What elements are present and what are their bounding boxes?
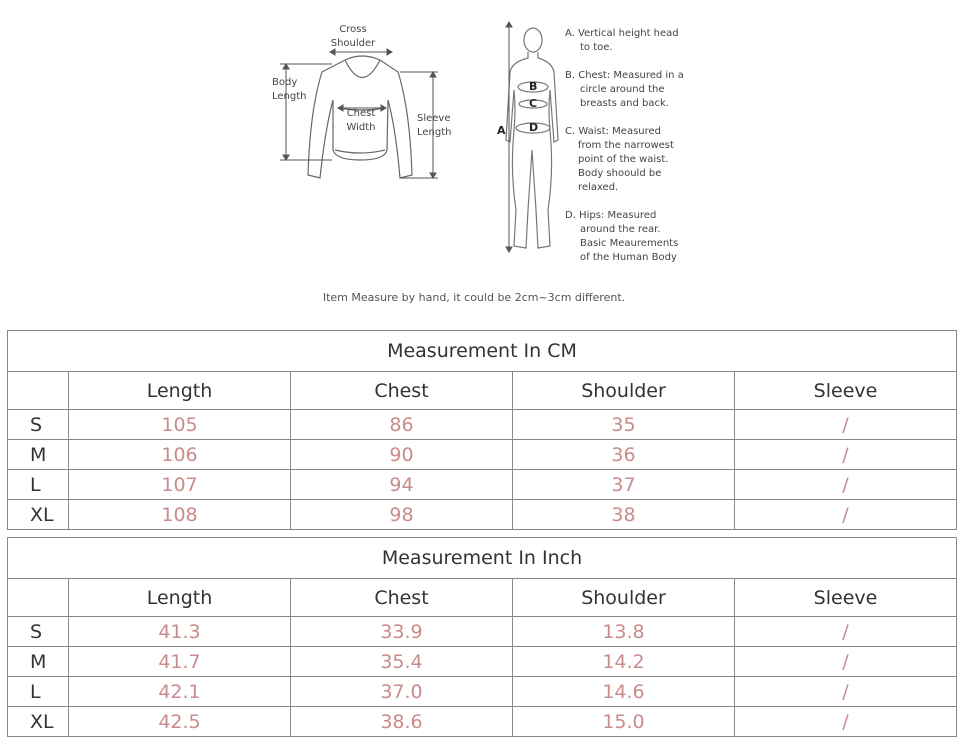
length-cell: 108 — [69, 500, 291, 530]
column-header-length: Length — [69, 579, 291, 617]
chest-cell: 35.4 — [291, 647, 513, 677]
size-cell: M — [8, 647, 69, 677]
body-length-label: Body Length — [272, 77, 307, 102]
sleeve-cell: / — [735, 410, 957, 440]
column-header-chest: Chest — [291, 579, 513, 617]
chest-cell: 98 — [291, 500, 513, 530]
cross-shoulder-label: Cross Shoulder — [330, 24, 376, 49]
column-header-chest: Chest — [291, 372, 513, 410]
sleeve-cell: / — [735, 647, 957, 677]
size-cell: XL — [8, 500, 69, 530]
sweater-illustration — [0, 0, 962, 320]
note-hips: D. Hips: Measured around the rear. Basic Meaurements of the Human Body — [565, 210, 679, 263]
body-letter-a: A — [497, 124, 506, 137]
shoulder-cell: 14.2 — [513, 647, 735, 677]
length-cell: 107 — [69, 470, 291, 500]
column-header-size — [8, 372, 69, 410]
length-cell: 105 — [69, 410, 291, 440]
chest-cell: 33.9 — [291, 617, 513, 647]
measure-disclaimer: Item Measure by hand, it could be 2cm~3cm different. — [322, 291, 626, 304]
shoulder-cell: 37 — [513, 470, 735, 500]
length-cell: 42.5 — [69, 707, 291, 737]
shoulder-cell: 38 — [513, 500, 735, 530]
note-height: A. Vertical height head to toe. — [565, 28, 679, 53]
table-row — [8, 470, 957, 500]
table-title: Measurement In Inch — [8, 538, 957, 579]
sleeve-cell: / — [735, 617, 957, 647]
length-cell: 41.7 — [69, 647, 291, 677]
length-cell: 42.1 — [69, 677, 291, 707]
chest-cell: 86 — [291, 410, 513, 440]
length-cell: 41.3 — [69, 617, 291, 647]
sleeve-cell: / — [735, 440, 957, 470]
column-header-sleeve: Sleeve — [735, 579, 957, 617]
table-header-row — [8, 372, 957, 410]
table-title: Measurement In CM — [8, 331, 957, 372]
size-cell: S — [8, 410, 69, 440]
shoulder-cell: 15.0 — [513, 707, 735, 737]
size-cell: M — [8, 440, 69, 470]
column-header-shoulder: Shoulder — [513, 579, 735, 617]
chest-cell: 90 — [291, 440, 513, 470]
column-header-length: Length — [69, 372, 291, 410]
size-cell: L — [8, 677, 69, 707]
sleeve-cell: / — [735, 500, 957, 530]
table-header-row — [8, 579, 957, 617]
shoulder-cell: 36 — [513, 440, 735, 470]
body-letter-b: B — [529, 80, 538, 93]
size-cell: S — [8, 617, 69, 647]
shoulder-cell: 14.6 — [513, 677, 735, 707]
chest-cell: 38.6 — [291, 707, 513, 737]
note-chest: B. Chest: Measured in a circle around the breasts and back. — [565, 70, 684, 109]
table-row — [8, 500, 957, 530]
table-row — [8, 647, 957, 677]
note-waist: C. Waist: Measured from the narrowest point of the waist. Body shoould be relaxed. — [565, 126, 674, 193]
table-row — [8, 707, 957, 737]
shoulder-cell: 35 — [513, 410, 735, 440]
column-header-sleeve: Sleeve — [735, 372, 957, 410]
chest-width-label: Chest Width — [346, 108, 376, 133]
sleeve-cell: / — [735, 707, 957, 737]
size-cell: L — [8, 470, 69, 500]
table-row — [8, 440, 957, 470]
body-letter-d: D — [529, 121, 539, 134]
table-row — [8, 617, 957, 647]
chest-cell: 94 — [291, 470, 513, 500]
column-header-size — [8, 579, 69, 617]
column-header-shoulder: Shoulder — [513, 372, 735, 410]
sleeve-cell: / — [735, 677, 957, 707]
sleeve-cell: / — [735, 470, 957, 500]
shoulder-cell: 13.8 — [513, 617, 735, 647]
table-row — [8, 410, 957, 440]
measurement-diagram — [0, 0, 962, 320]
size-cell: XL — [8, 707, 69, 737]
chest-cell: 37.0 — [291, 677, 513, 707]
sleeve-length-label: Sleeve Length — [417, 113, 452, 138]
length-cell: 106 — [69, 440, 291, 470]
body-letter-c: C — [529, 97, 538, 110]
table-row — [8, 677, 957, 707]
size-table-cm — [7, 330, 957, 530]
size-table-inch — [7, 537, 957, 737]
